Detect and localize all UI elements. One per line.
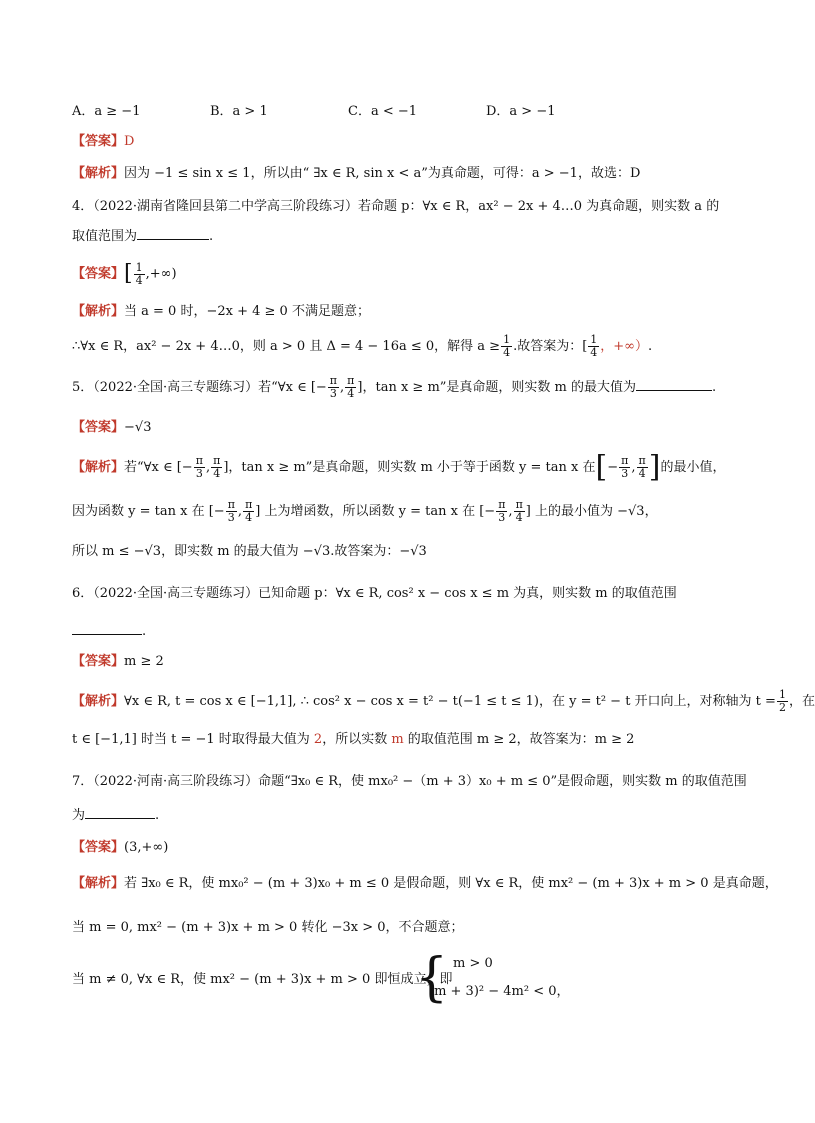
q5-stem-a: 5．（2022·全国·高三专题练习）若“∀x ∈ [−	[72, 380, 327, 395]
q6-stem-line2	[72, 622, 146, 642]
fraction: $\frac{\pi}{3}$	[195, 454, 203, 480]
q4-analysis-2b: .故答案为：[	[513, 339, 588, 354]
fraction: $\frac{1}{2}$	[778, 688, 786, 714]
q4-analysis-1: 当 a = 0 时，−2x + 4 ≥ 0 不满足题意；	[124, 304, 370, 319]
q4-stem-line2: 取值范围为 .	[72, 229, 214, 244]
q7-analysis-line2: 当 m = 0, mx² − (m + 3)x + m > 0 转化 −3x > 0，不合题意；	[72, 920, 464, 935]
q5-answer-line	[72, 418, 151, 438]
period: .	[712, 380, 717, 395]
q6-stem-line1: 6．（2022·全国·高三专题练习）已知命题 p：∀x ∈ R, cos² x − cos x ≤ m 为真，则实数 m 的取值范围	[72, 586, 677, 601]
q3-analysis: 因为 −1 ≤ sin x ≤ 1，所以由“ ∃x ∈ R, sin x < a”为真命题，可得：a > −1，故选：D	[124, 166, 641, 181]
q3-answer-line	[72, 132, 134, 152]
fraction: $\frac{\pi}{4}$	[347, 374, 355, 400]
q6-analysis-line2	[72, 730, 634, 750]
q6-analysis-1a: ∀x ∈ R, t = cos x ∈ [−1,1], ∴ cos² x − cos x = t² − t(−1 ≤ t ≤ 1)，在 y = t² − t 开口向上，对称轴为 t =	[124, 694, 776, 709]
fraction: $\frac{\pi}{3}$	[329, 374, 338, 400]
analysis-label: 【解析】	[72, 460, 125, 475]
q5-analysis-line3: 所以 m ≤ −√3，即实数 m 的最大值为 −√3.故答案为：−√3	[72, 544, 427, 559]
fraction: $\frac{1}{4}$	[135, 260, 143, 287]
answer-label: 【答案】	[72, 266, 125, 282]
q6-answer: m ≥ 2	[124, 654, 164, 669]
q6-analysis-2b: ，所以实数	[322, 732, 392, 747]
period: .	[142, 624, 147, 639]
option-b: B．a > 1	[210, 104, 268, 119]
right-bracket: ]	[648, 449, 661, 485]
q5-analysis-2c: ] 上的最小值为 −√3，	[525, 504, 658, 519]
q6-analysis-line1	[72, 688, 815, 716]
q6-analysis-2-red1: 2	[313, 732, 323, 747]
q5-analysis-line1: 【解析】若“∀x ∈ [− $\frac{\pi}{3}$ , $\frac{\pi}{4}$ ]，tan x ≥ m”是真命题，则实数 m 小于等于函数 y = tan x 在[− $\frac{\pi}{3}$ , $\frac{\pi}{4}$ ]的最小值，	[72, 449, 726, 485]
q5-analysis-2a: 因为函数 y = tan x 在 [−	[72, 504, 225, 519]
fraction: $\frac{\pi}{4}$	[638, 454, 646, 480]
left-bracket: [	[124, 261, 133, 286]
q3-answer: D	[124, 134, 135, 149]
q6-analysis-2c: 的取值范围 m ≥ 2，故答案为：m ≥ 2	[403, 732, 635, 747]
q5-analysis-2b: ] 上为增函数，所以函数 y = tan x 在 [−	[255, 504, 496, 519]
left-bracket: [	[595, 449, 608, 485]
analysis-label: 【解析】	[72, 166, 125, 181]
q6-analysis-2a: t ∈ [−1,1] 时当 t = −1 时取得最大值为	[72, 732, 314, 747]
q3-analysis-line	[72, 164, 640, 184]
q4-stem-text: 取值范围为	[72, 229, 138, 244]
q5-analysis-1b: ]，tan x ≥ m”是真命题，则实数 m 小于等于函数 y = tan x 在	[223, 460, 596, 475]
option-a: A．a ≥ −1	[72, 104, 141, 119]
answer-label: 【答案】	[72, 134, 125, 149]
answer-label: 【答案】	[72, 654, 125, 669]
q4-analysis-line1	[72, 302, 370, 322]
q5-analysis-1a: 若“∀x ∈ [−	[124, 460, 193, 475]
fraction: $\frac{\pi}{4}$	[213, 454, 221, 480]
option-c: C．a < −1	[348, 104, 418, 119]
analysis-label: 【解析】	[72, 694, 125, 709]
analysis-label: 【解析】	[72, 876, 125, 891]
system-row-2: (m + 3)² − 4m² < 0，	[429, 984, 570, 999]
fraction: $\frac{\pi}{3}$	[621, 454, 629, 480]
option-d: D．a > −1	[486, 104, 556, 119]
q6-analysis-2-red2: m	[391, 732, 404, 747]
q4-answer-line	[72, 260, 177, 289]
q7-analysis-line1	[72, 874, 778, 894]
answer-label: 【答案】	[72, 420, 125, 435]
system-row-1: m > 0	[453, 956, 493, 971]
q6-answer-line	[72, 652, 164, 672]
q7-stem-line1: 7．（2022·河南·高三阶段练习）命题“∃x₀ ∈ R，使 mx₀² −（m + 3）x₀ + m ≤ 0”是假命题，则实数 m 的取值范围	[72, 774, 747, 789]
q7-answer: (3,+∞)	[124, 840, 169, 855]
q7-analysis-line3: 当 m ≠ 0, ∀x ∈ R，使 mx² − (m + 3)x + m > 0 即恒成立，即	[72, 972, 453, 987]
q4-stem-line1: 4．（2022·湖南省隆回县第二中学高三阶段练习）若命题 p：∀x ∈ R，ax² − 2x + 4…0 为真命题，则实数 a 的	[72, 199, 720, 214]
period: .	[648, 339, 653, 354]
fraction: $\frac{\pi}{4}$	[515, 498, 523, 524]
fraction: $\frac{\pi}{4}$	[245, 498, 253, 524]
fraction: $\frac{1}{4}$	[503, 333, 511, 359]
answer-label: 【答案】	[72, 840, 125, 855]
period: .	[155, 808, 160, 823]
q4-analysis-2-red: ，+∞）	[600, 339, 649, 354]
left-brace: {	[415, 948, 449, 1008]
fraction: $\frac{\pi}{3}$	[227, 498, 235, 524]
q7-stem-text: 为	[72, 808, 86, 823]
q5-analysis-1c: 的最小值，	[660, 460, 726, 475]
answer-blank	[636, 378, 712, 391]
fraction: $\frac{\pi}{3}$	[498, 498, 506, 524]
q7-answer-line	[72, 838, 168, 858]
answer-blank	[85, 806, 155, 819]
q5-analysis-line2: 因为函数 y = tan x 在 [− $\frac{\pi}{3}$ , $\frac{\pi}{4}$ ] 上为增函数，所以函数 y = tan x 在 [− $\frac{\pi}{3}$ , $\frac{\pi}{4}$ ] 上的最小值为 −√3，	[72, 498, 658, 524]
q6-analysis-1b: ，在	[788, 694, 815, 709]
q5-stem-b: ]，tan x ≥ m”是真命题，则实数 m 的最大值为	[357, 380, 637, 395]
q7-analysis-1: 若 ∃x₀ ∈ R，使 mx₀² − (m + 3)x₀ + m ≤ 0 是假命题，则 ∀x ∈ R，使 mx² − (m + 3)x + m > 0 是真命题，	[124, 876, 778, 891]
q4-analysis-line2	[72, 333, 652, 361]
q5-stem-line: 5．（2022·全国·高三专题练习）若“∀x ∈ [− $\frac{\pi}{3}$ , $\frac{\pi}{4}$ ]，tan x ≥ m”是真命题，则实数 m 的最大值为 .	[72, 374, 717, 400]
answer-blank	[137, 227, 209, 240]
answer-blank	[72, 622, 142, 635]
fraction: $\frac{1}{4}$	[590, 333, 598, 359]
q4-analysis-2a: ∴∀x ∈ R，ax² − 2x + 4…0，则 a > 0 且 Δ = 4 − 16a ≤ 0，解得 a ≥	[72, 339, 501, 354]
q4-answer-tail: ,+∞)	[145, 266, 177, 282]
q5-answer: −√3	[124, 420, 152, 435]
q7-stem-line2	[72, 806, 159, 826]
analysis-label: 【解析】	[72, 304, 125, 319]
